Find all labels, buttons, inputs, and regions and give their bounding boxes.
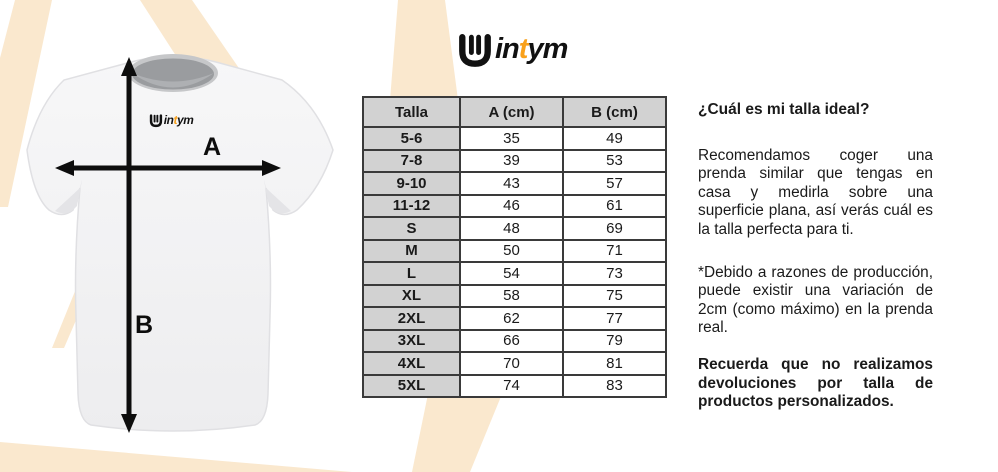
size-cell: 3XL — [363, 330, 460, 353]
table-row — [363, 240, 666, 263]
size-cell: 5XL — [363, 375, 460, 398]
measurement-arrow-vertical — [121, 57, 137, 433]
b-value-cell: 81 — [563, 352, 666, 375]
height-label-b: B — [135, 311, 154, 339]
table-row — [363, 172, 666, 195]
size-cell: S — [363, 217, 460, 240]
b-value-cell: 79 — [563, 330, 666, 353]
a-value-cell: 54 — [460, 262, 563, 285]
a-value-cell: 50 — [460, 240, 563, 263]
brand-w-icon — [149, 114, 163, 128]
header-a-cm: A (cm) — [460, 97, 563, 127]
b-value-cell: 75 — [563, 285, 666, 308]
b-value-cell: 83 — [563, 375, 666, 398]
chest-logo — [149, 114, 193, 128]
a-value-cell: 62 — [460, 307, 563, 330]
sizing-heading: ¿Cuál es mi talla ideal? — [698, 101, 870, 118]
table-row — [363, 307, 666, 330]
a-value-cell: 74 — [460, 375, 563, 398]
width-label-a: A — [203, 133, 222, 161]
measurement-arrow-horizontal — [55, 160, 281, 176]
b-value-cell: 49 — [563, 127, 666, 150]
sizing-info — [698, 101, 933, 412]
table-row — [363, 262, 666, 285]
b-value-cell: 69 — [563, 217, 666, 240]
header-b-cm: B (cm) — [563, 97, 666, 127]
b-value-cell: 57 — [563, 172, 666, 195]
table-row — [363, 150, 666, 173]
size-cell: 5-6 — [363, 127, 460, 150]
brand-logo-text: intym — [163, 113, 194, 127]
size-table — [362, 96, 667, 398]
sizing-paragraph-2: *Debido a razones de producción, puede existir una variación de 2cm (como máximo) en la prenda real. — [698, 263, 933, 337]
a-value-cell: 58 — [460, 285, 563, 308]
header-talla: Talla — [363, 97, 460, 127]
sizing-paragraph-3: Recuerda que no realizamos devoluciones por talla de productos personalizados. — [698, 355, 933, 411]
sizing-paragraph-1: Recomendamos coger una prenda similar que tengas en casa y medirla sobre una superficie plana, así verás cuál es la talla perfecta para ti. — [698, 146, 933, 238]
table-row — [363, 285, 666, 308]
a-value-cell: 70 — [460, 352, 563, 375]
a-value-cell: 48 — [460, 217, 563, 240]
table-row — [363, 195, 666, 218]
size-cell: 2XL — [363, 307, 460, 330]
size-cell: 11-12 — [363, 195, 460, 218]
brand-w-icon — [457, 33, 493, 69]
a-value-cell: 35 — [460, 127, 563, 150]
b-value-cell: 77 — [563, 307, 666, 330]
a-value-cell: 66 — [460, 330, 563, 353]
table-row — [363, 352, 666, 375]
size-cell: 7-8 — [363, 150, 460, 173]
b-value-cell: 61 — [563, 195, 666, 218]
table-row — [363, 217, 666, 240]
table-header-row — [363, 97, 666, 127]
a-value-cell: 46 — [460, 195, 563, 218]
size-cell: XL — [363, 285, 460, 308]
table-row — [363, 127, 666, 150]
size-cell: L — [363, 262, 460, 285]
measurement-arrows — [0, 0, 360, 472]
brand-logo — [457, 33, 567, 69]
table-row — [363, 330, 666, 353]
size-cell: M — [363, 240, 460, 263]
b-value-cell: 71 — [563, 240, 666, 263]
size-cell: 4XL — [363, 352, 460, 375]
a-value-cell: 43 — [460, 172, 563, 195]
b-value-cell: 53 — [563, 150, 666, 173]
table-row — [363, 375, 666, 398]
brand-logo-text: intym — [495, 33, 568, 65]
size-cell: 9-10 — [363, 172, 460, 195]
a-value-cell: 39 — [460, 150, 563, 173]
b-value-cell: 73 — [563, 262, 666, 285]
